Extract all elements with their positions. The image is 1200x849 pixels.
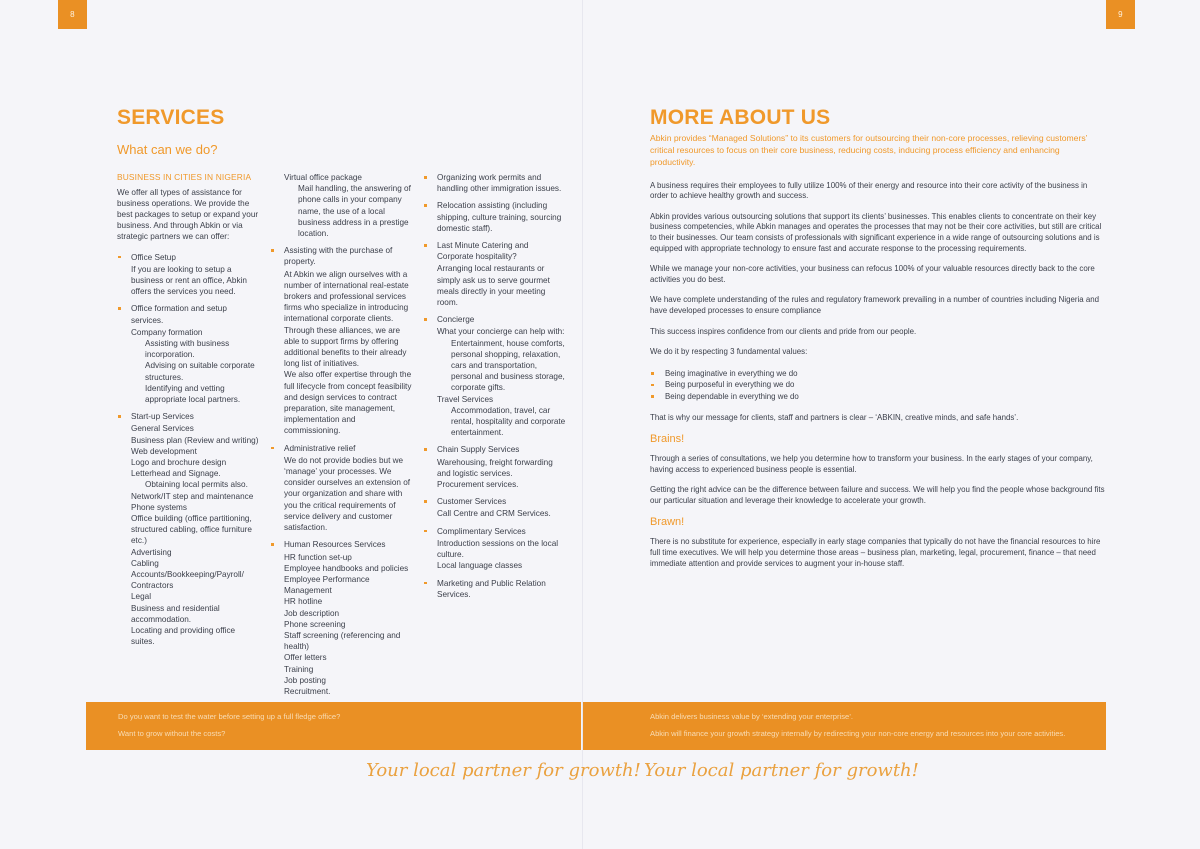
body-paragraph: We do it by respecting 3 fundamental values: — [650, 347, 808, 357]
brains-paragraph: Through a series of consultations, we help you determine how to transform your business. In the early stages of your company, having access to experienced business people is essential. — [650, 454, 1093, 474]
virtual-office-heading: Virtual office package — [284, 173, 362, 182]
cta-bar-right — [583, 702, 1106, 750]
page-title-more-about-us: MORE ABOUT US — [650, 106, 831, 129]
list-item-line: Phone screening — [284, 619, 346, 629]
list-item-line: Accounts/Bookkeeping/Payroll/ Contractors — [131, 570, 244, 591]
list-item-subline: Advising on suitable corporate structures. — [145, 361, 255, 382]
services-intro-paragraph: We offer all types of assistance for business operations. We provide the best packages to setup or expand your business. And through Abkin or via strategic partners we can offer: — [117, 187, 259, 242]
virtual-office-block — [270, 172, 413, 239]
list-item-paragraph: At Abkin we align ourselves with a number of international real-estate brokers and professional services firms who specialize in introducing international corporate clients. Through these alliances, we are able to support firms by offering additional benefits to their already long list of initiatives. — [284, 269, 409, 369]
list-item-head: Complimentary Services — [437, 526, 526, 536]
list-item-line: Cabling — [131, 558, 159, 568]
list-item-paragraph: Procurement services. — [437, 480, 519, 490]
list-item-line: Job posting — [284, 675, 326, 685]
list-item: Being purposeful in everything we do — [650, 379, 1106, 391]
list-item-line: Job description — [284, 608, 340, 618]
brawn-paragraph: There is no substitute for experience, especially in early stage companies that typically do not have the financial resources to hire full time executives. We will help you determine those areas – business plan, marketing, legal, procurement, finance – that need immediate attention and provide services to augment your in-house staff. — [650, 537, 1101, 568]
list-item-subline: Assisting with business incorporation. — [145, 338, 230, 360]
list-item — [423, 172, 566, 194]
page-number-tab-left — [58, 0, 87, 29]
list-item-head: Marketing and Public Relation Services. — [437, 578, 546, 599]
list-item-head: Office Setup — [131, 252, 176, 262]
list-item — [423, 444, 566, 490]
list-item-line: Offer letters — [284, 653, 327, 663]
page-number-left: 8 — [70, 10, 75, 19]
list-item-subline: Identifying and vetting appropriate local partners. — [145, 383, 241, 404]
list-item-subline: Entertainment, house comforts, personal shopping, relaxation, cars and transportation, personal and business storage, corporate gifts. — [451, 338, 565, 393]
list-item-body: If you are looking to setup a business or rent an office, Abkin offers the services you need. — [131, 264, 247, 297]
heading-brawn: Brawn! — [650, 516, 685, 529]
tagline-left: Your local partner for growth! — [366, 760, 641, 781]
list-item-line: Business plan (Review and writing) — [131, 435, 259, 445]
list-item: Being imaginative in everything we do — [650, 368, 1106, 380]
list-item-paragraph: We also offer expertise through the full lifecycle from concept feasibility and design services to contract preparation, site management, implementation and commissioning. — [284, 370, 412, 436]
list-item-paragraph: Introduction sessions on the local culture. — [437, 538, 559, 560]
heading-brains: Brains! — [650, 433, 685, 446]
list-item-paragraph: Call Centre and CRM Services. — [437, 509, 551, 519]
list-item — [423, 240, 566, 308]
list-item-head: Customer Services — [437, 497, 507, 507]
more-about-us-body — [650, 132, 1106, 579]
list-item-line: Training — [284, 664, 314, 674]
cta-line: Abkin will finance your growth strategy internally by redirecting your non-core energy and resources into your core activities. — [650, 728, 1066, 738]
services-columns — [117, 172, 579, 703]
category-heading-business-in-cities: BUSINESS IN CITIES IN NIGERIA — [117, 172, 252, 182]
body-paragraph: While we manage your non-core activities, your business can refocus 100% of your valuable resources directly back to the core activities you do best. — [650, 264, 1095, 284]
list-item-body: Company formation — [131, 327, 203, 337]
list-item — [270, 539, 413, 697]
page-number-right: 9 — [1118, 10, 1123, 19]
list-item-line: Letterhead and Signage. — [131, 469, 221, 479]
services-column-1 — [117, 172, 260, 703]
tagline-right: Your local partner for growth! — [644, 760, 919, 781]
list-item-line: HR hotline — [284, 597, 323, 607]
list-item-head: Last Minute Catering and Corporate hospitality? — [437, 241, 529, 262]
list-item-head: Relocation assisting (including shipping, culture training, sourcing domestic staff). — [437, 201, 562, 233]
list-item-head: Start-up Services — [131, 412, 194, 422]
fundamental-values-list — [650, 368, 1106, 403]
body-paragraph: A business requires their employees to fully utilize 100% of their energy and resource into their core activity of the business in order to achieve healthy growth and success. — [650, 180, 1088, 201]
list-item-line: Recruitment. — [284, 686, 331, 696]
list-item-line: Legal — [131, 592, 152, 602]
list-item — [117, 411, 260, 647]
list-item-line: Logo and brochure design — [131, 457, 227, 467]
list-item-line: Business and residential accommodation. — [131, 603, 220, 624]
list-item — [423, 526, 566, 572]
list-item-paragraph: Local language classes — [437, 561, 523, 571]
services-list-column-3 — [423, 172, 566, 600]
list-item-paragraph: Arranging local restaurants or simply ask us to serve gourmet meals directly in your meeting room. — [437, 264, 550, 308]
list-item-line: Web development — [131, 446, 197, 456]
list-item-head: Organizing work permits and handling other immigration issues. — [437, 173, 562, 194]
page-number-tab-right — [1106, 0, 1135, 29]
body-paragraph: This success inspires confidence from our clients and pride from our people. — [650, 326, 917, 336]
list-item — [423, 314, 566, 438]
page-title-services: SERVICES — [117, 106, 225, 129]
list-item-line: Travel Services — [437, 394, 494, 404]
services-column-3 — [423, 172, 566, 703]
list-item-paragraph: We do not provide bodies but we ‘manage’ your processes. We consider ourselves an extension of your organization and share with you the critical requirements of service delivery and customer satisfaction. — [284, 455, 411, 533]
cta-line: Do you want to test the water before setting up a full fledge office? — [118, 712, 341, 721]
list-item-line: Locating and providing office suites. — [131, 626, 236, 647]
cta-line: Want to grow without the costs? — [118, 728, 226, 738]
list-item-head: Assisting with the purchase of property. — [284, 246, 393, 267]
list-item-subline: Obtaining local permits also. — [145, 480, 248, 490]
page-subtitle-what-can-we-do: What can we do? — [117, 142, 218, 157]
services-list-column-2 — [270, 245, 413, 697]
brains-paragraph: Getting the right advice can be the difference between failure and success. We will help you find the people whose background fits our particular situation and leverage their knowledge to accelerate your growth. — [650, 485, 1105, 505]
list-item-head: Administrative relief — [284, 443, 356, 453]
cta-line: Abkin delivers business value by ‘extending your enterprise’. — [650, 712, 854, 721]
list-item-paragraph: Warehousing, freight forwarding and logistic services. — [437, 457, 553, 478]
list-item-head: Concierge — [437, 315, 475, 325]
list-item-line: HR function set-up — [284, 552, 352, 562]
list-item — [270, 245, 413, 436]
cta-bar-left — [86, 702, 581, 750]
list-item-line: Employee handbooks and policies — [284, 563, 409, 573]
list-item-head: Human Resources Services — [284, 540, 386, 550]
body-paragraph: Abkin provides various outsourcing solutions that support its clients’ businesses. This enables clients to concentrate on their key business competencies, while Abkin manages and operates the processes that may not be their core activities, but still are critical to their businesses. Our team consists of professionals with significant experience in a wide range of outsourcing solutions and is equipped with appropriate technology to ensure fast and accurate response to the processing requirements. — [650, 211, 1102, 253]
list-item: Being dependable in everything we do — [650, 391, 1106, 403]
body-paragraph: We have complete understanding of the rules and regulatory framework prevailing in a number of countries including Nigeria and have developed processes to ensure compliance — [650, 295, 1099, 315]
list-item-line: Advertising — [131, 547, 172, 557]
list-item-line: Network/IT step and maintenance — [131, 491, 254, 501]
services-list-column-1 — [117, 252, 260, 648]
list-item-subline: Accommodation, travel, car rental, hospitality and corporate entertainment. — [451, 405, 566, 438]
list-item-line: Phone systems — [131, 502, 187, 512]
list-item-head: Chain Supply Services — [437, 445, 520, 455]
list-item — [117, 252, 260, 298]
list-item-paragraph: What your concierge can help with: — [437, 327, 565, 337]
list-item-line: General Services — [131, 424, 194, 434]
virtual-office-body: Mail handling, the answering of phone calls in your company name, the use of a local business address in a prestige location. — [298, 184, 411, 239]
list-item-line: Employee Performance Management — [284, 574, 370, 596]
list-item-line: Staff screening (referencing and health) — [284, 630, 401, 652]
lead-paragraph: Abkin provides “Managed Solutions” to its customers for outsourcing their non-core processes, relieving customers’ critical resources to focus on their core business, reducing costs, inducing process efficiency and enhancing productivity. — [650, 133, 1088, 168]
services-column-2 — [270, 172, 413, 703]
list-item — [270, 443, 413, 534]
list-item — [117, 303, 260, 405]
list-item — [423, 496, 566, 519]
list-item — [423, 200, 566, 234]
list-item-head: Office formation and setup services. — [131, 304, 227, 325]
closing-paragraph: That is why our message for clients, staff and partners is clear – ‘ABKIN, creative minds, and safe hands’. — [650, 412, 1019, 422]
list-item-line: Office building (office partitioning, structured cabling, office furniture etc.) — [131, 513, 252, 546]
list-item — [423, 578, 566, 600]
